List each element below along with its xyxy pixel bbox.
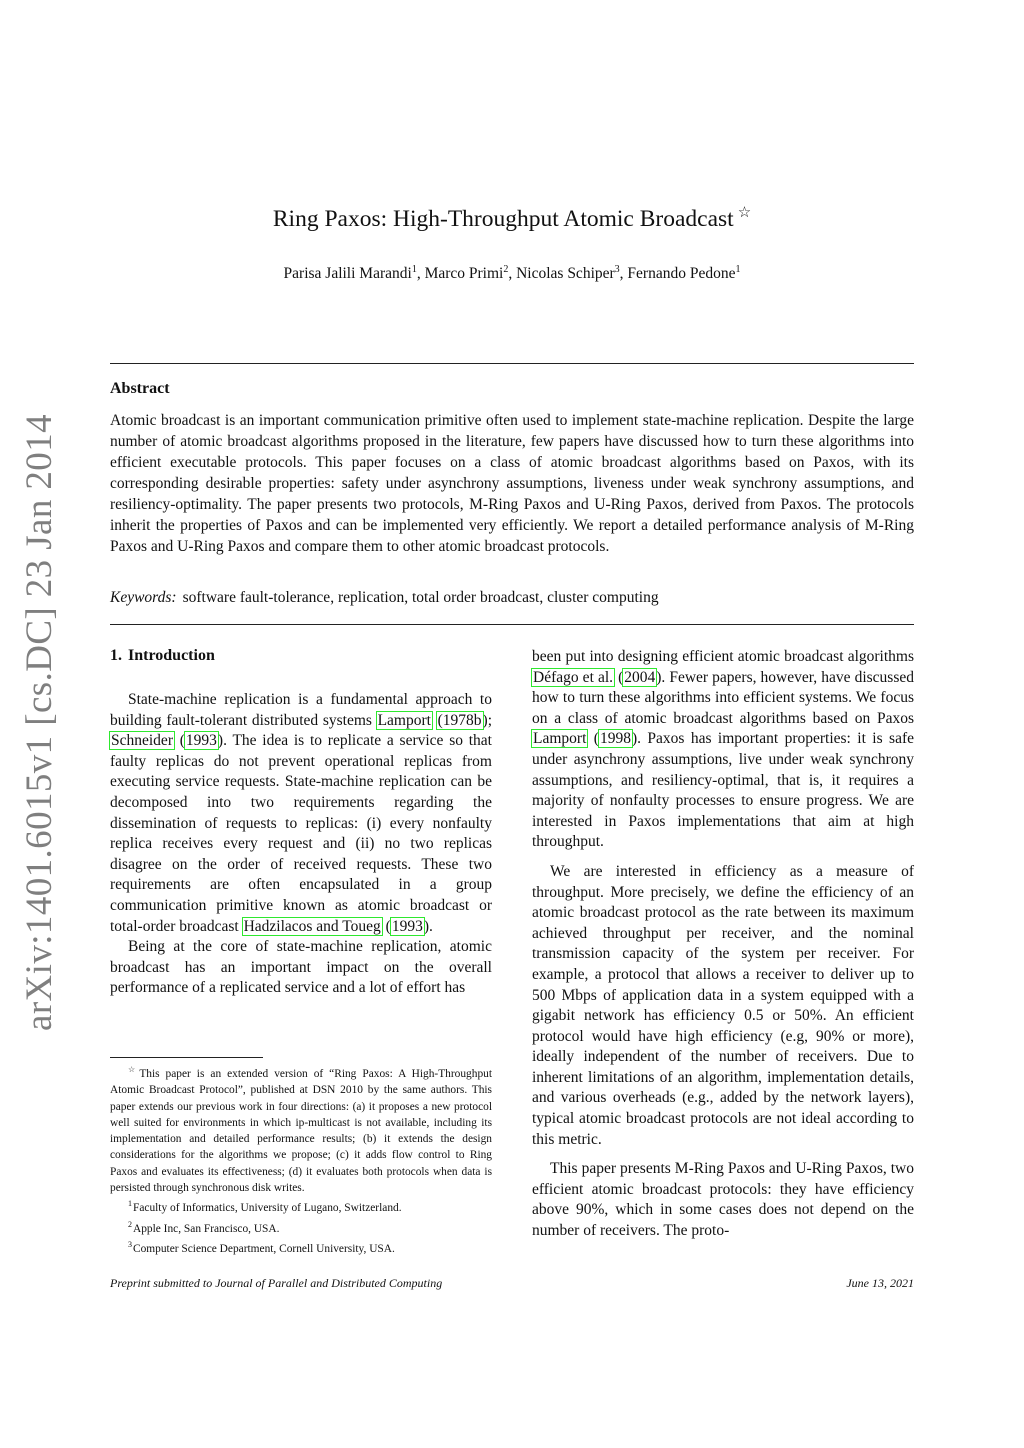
- footnote-affiliation: $^2$Apple Inc, San Francisco, USA.: [128, 1219, 280, 1235]
- keywords-label: Keywords:: [110, 589, 177, 606]
- section-heading-introduction: [110, 647, 215, 665]
- citation-link[interactable]: Lamport: [377, 711, 431, 729]
- left-column: [110, 690, 492, 999]
- keywords-list: software fault-tolerance, replication, total order broadcast, cluster computing: [182, 589, 659, 606]
- citation-link[interactable]: 2004: [624, 668, 656, 686]
- author: Fernando Pedone$^1$: [627, 264, 741, 282]
- keywords-line: [110, 589, 914, 607]
- citation-link[interactable]: Schneider: [111, 732, 173, 750]
- affiliation-marker[interactable]: 3: [614, 264, 620, 275]
- footnote-affiliation: $^1$Faculty of Informatics, University of Lugano, Switzerland.: [128, 1199, 402, 1215]
- intro-paragraph-3: been put into designing efficient atomic broadcast algorithms Défago et al. (2004). Fewer papers, however, have discussed how to turn these algorithms into efficient systems. We focus on a class of atomic broadcast algorithms based on Paxos Lamport (1998). Paxos has important properties: it is safe under asynchrony assumptions, live under weak synchrony assumptions, and resiliency-optimal, that is, it requires a majority of nonfaulty processes to ensure progress. We are interested in Paxos implementations that aim at high throughput.: [532, 648, 914, 851]
- section-title: Introduction: [128, 647, 215, 664]
- intro-paragraph-2: Being at the core of state-machine replication, atomic broadcast has an important impact on the overall performance of a replicated service and a lot of effort has: [110, 938, 492, 997]
- section-number: 1.: [110, 647, 122, 664]
- title-footnote-star-icon[interactable]: ☆: [737, 205, 752, 221]
- citation-link[interactable]: Défago et al.: [533, 668, 614, 686]
- footnote-extended-version: ☆This paper is an extended version of “Ring Paxos: A High-Throughput Atomic Broadcast Protocol”, published at DSN 2010 by the same authors. This paper extends our previous work in four directions: (a) it proposes a new protocol well suited for environments in which ip-multicast is not available, including its implementation and detailed performance results; (b) it extends the design considerations for the algorithms we propose; (c) it adds flow control to Ring Paxos and evaluates its effectiveness; (d) it evaluates both protocols when data is persisted through synchronous disk writes.: [110, 1065, 493, 1195]
- date-footer: June 13, 2021: [846, 1276, 914, 1290]
- abstract-top-rule: [110, 363, 914, 364]
- footnote-star-icon: ☆: [128, 1065, 139, 1074]
- citation-link[interactable]: 1998: [599, 730, 631, 748]
- author: Marco Primi$^2$,: [424, 264, 517, 282]
- citation-link[interactable]: (1978b: [437, 711, 482, 729]
- affiliation-marker[interactable]: 2: [503, 264, 509, 275]
- preprint-footer: Preprint submitted to Journal of Parallel and Distributed Computing: [110, 1276, 443, 1290]
- abstract-bottom-rule: [110, 624, 914, 625]
- author: Parisa Jalili Marandi$^1$,: [283, 264, 425, 282]
- footnotes: [110, 1062, 492, 1257]
- citation-link[interactable]: 1993: [185, 732, 217, 750]
- citation-link[interactable]: 1993: [391, 917, 423, 935]
- citation-link[interactable]: Lamport: [533, 730, 587, 748]
- abstract-text: Atomic broadcast is an important communication primitive often used to implement state-machine replication. Despite the large number of atomic broadcast algorithms proposed in the literature, few papers have discussed how to turn these algorithms into efficient executable protocols. This paper focuses on a class of atomic broadcast algorithms based on Paxos, with its corresponding desirable properties: safety under asynchrony assumptions, liveness under weak synchrony assumptions, and resiliency-optimality. The paper presents two protocols, M-Ring Paxos and U-Ring Paxos, derived from Paxos. The protocols inherit the properties of Paxos and can be implemented very efficiently. We report a detailed performance analysis of M-Ring Paxos and U-Ring Paxos and compare them to other atomic broadcast protocols.: [110, 412, 914, 555]
- intro-paragraph-1: State-machine replication is a fundamental approach to building fault-tolerant distributed systems Lamport (1978b); Schneider (1993). The idea is to replicate a service so that faulty replicas do not prevent operational replicas from executing service requests. State-machine replication can be decomposed into two requirements regarding the dissemination of requests to replicas: (i) every nonfaulty replica receives every request and (ii) no two replicas disagree on the order of received requests. These two requirements are often encapsulated in a group communication primitive known as atomic broadcast or total-order broadcast Hadzilacos and Toueg (1993).: [110, 691, 492, 935]
- footnote-rule: [110, 1057, 263, 1058]
- arxiv-identifier-stamp: arXiv:1401.6015v1 [cs.DC] 23 Jan 2014: [19, 413, 60, 1031]
- author: Nicolas Schiper$^3$,: [516, 264, 628, 282]
- footnote-affiliation: $^3$Computer Science Department, Cornell University, USA.: [128, 1239, 395, 1255]
- affiliation-marker[interactable]: 1: [411, 264, 417, 275]
- abstract-heading: Abstract: [110, 380, 170, 397]
- author-list: [110, 264, 914, 283]
- intro-paragraph-5: This paper presents M-Ring Paxos and U-Ring Paxos, two efficient atomic broadcast protocols: they have efficiency above 90%, which in some cases does not depend on the number of receivers. The proto-: [532, 1160, 914, 1240]
- citation-link[interactable]: Hadzilacos and Toueg: [243, 917, 381, 935]
- paper-title: [110, 203, 914, 233]
- affiliation-marker[interactable]: 1: [735, 264, 741, 275]
- intro-paragraph-4: We are interested in efficiency as a measure of throughput. More precisely, we define the efficiency of an atomic broadcast protocol as the rate between its maximum achieved throughput per receiver, and the nominal transmission capacity of the system per receiver. For example, a protocol that allows a receiver to deliver up to 500 Mbps of application data in a system equipped with a gigabit network has efficiency 0.5 or 50%. An efficient protocol would have high efficiency (e.g, 90% or more), ideally independent of the number of receivers. Due to inherent limitations of an algorithm, implementation details, and various overheads (e.g., added by the network layers), typical atomic broadcast protocols are not ideal according to this metric.: [532, 862, 914, 1148]
- paper-title-text: Ring Paxos: High-Throughput Atomic Broadcast: [272, 206, 734, 232]
- right-column: [532, 647, 914, 1242]
